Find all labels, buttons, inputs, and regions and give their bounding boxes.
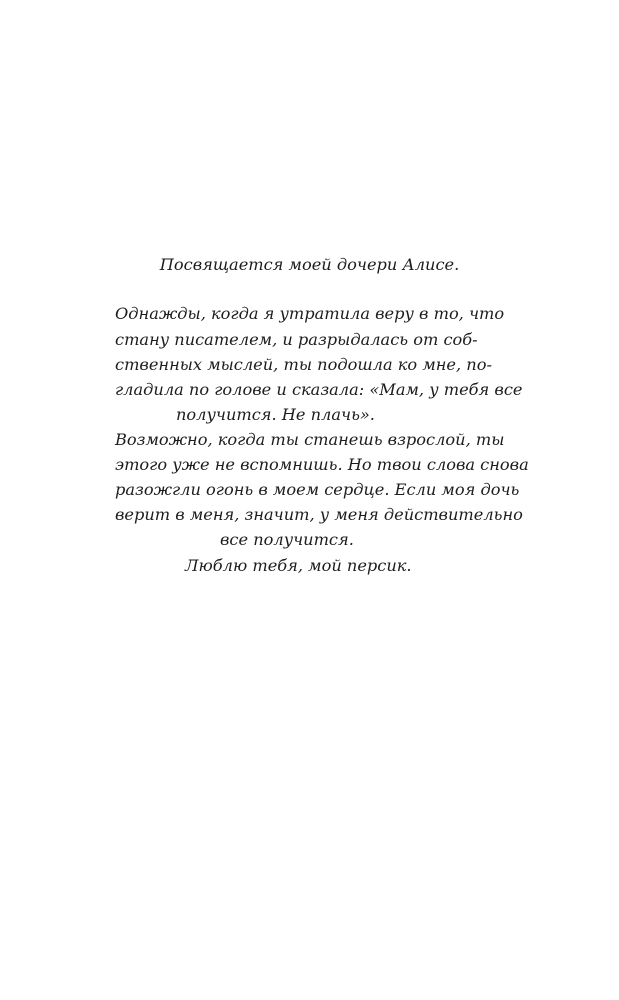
dedication-line: верит в меня, значит, у меня действительно bbox=[115, 505, 523, 524]
dedication-line: Возможно, когда ты станешь взрослой, ты bbox=[115, 430, 505, 449]
dedication-title: Посвящается моей дочери Алисе. bbox=[159, 255, 460, 274]
dedication-line: ственных мыслей, ты подошла ко мне, по- bbox=[115, 355, 492, 374]
dedication-line: стану писателем, и разрыдалась от соб- bbox=[115, 330, 478, 349]
dedication-line: этого уже не вспомнишь. Но твои слова снова bbox=[115, 455, 529, 474]
dedication-line: разожгли огонь в моем сердце. Если моя дочь bbox=[115, 480, 520, 499]
dedication-line: все получится. bbox=[220, 530, 354, 549]
dedication-line: получится. Не плачь». bbox=[176, 405, 375, 424]
dedication-line: Однажды, когда я утратила веру в то, что bbox=[115, 304, 505, 323]
dedication-line: гладила по голове и сказала: «Мам, у тебя все bbox=[115, 380, 523, 399]
dedication-closing: Люблю тебя, мой персик. bbox=[185, 556, 412, 575]
